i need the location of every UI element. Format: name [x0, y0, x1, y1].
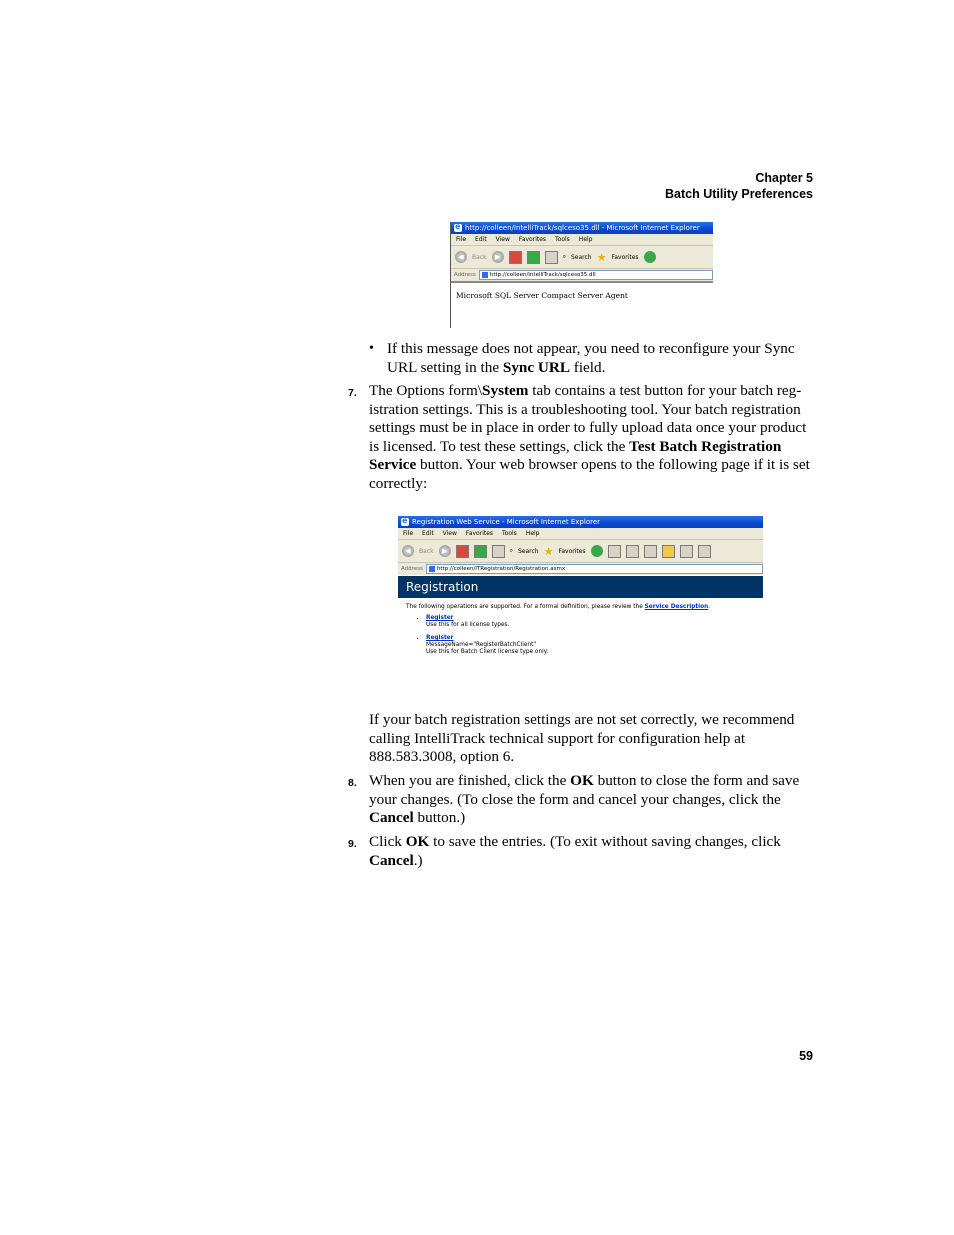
stop-icon[interactable]: [509, 251, 522, 264]
bullet-marker: •: [369, 341, 374, 356]
back-arrow-icon[interactable]: ◀: [455, 251, 467, 263]
favorites-label[interactable]: Favorites: [558, 547, 586, 555]
address-bar: [451, 269, 713, 281]
page-content: [398, 598, 763, 668]
page-content: Microsoft SQL Server Compact Server Agent: [451, 281, 713, 328]
register-batch-description: Use this for Batch Client license type only.: [426, 649, 549, 655]
menu-edit[interactable]: Edit: [475, 236, 487, 243]
messenger-icon[interactable]: [680, 545, 693, 558]
step-9-bold-b: Cancel: [369, 851, 414, 869]
stop-icon[interactable]: [456, 545, 469, 558]
register-batch-message-name: MessageName="RegisterBatchClient": [426, 642, 537, 648]
register-description: Use this for all license types.: [426, 622, 510, 628]
favorites-label[interactable]: Favorites: [611, 253, 639, 261]
search-icon[interactable]: ⌕: [562, 253, 566, 260]
menu-file[interactable]: File: [456, 236, 467, 243]
step-9-text-b: to save the entries. (To exit without saving changes, click: [429, 833, 781, 850]
menu-favorites[interactable]: Favorites: [518, 236, 547, 243]
address-input[interactable]: [426, 564, 763, 574]
menu-bar: [451, 234, 713, 246]
step-8-text-a: When you are finished, click the: [369, 772, 571, 789]
address-label: Address: [454, 272, 476, 278]
address-url: http://colleen/IntelliTrack/sqlceso35.dll: [489, 272, 596, 278]
browser-screenshot-registration: [398, 516, 763, 676]
intro-text: The following operations are supported. For a formal definition, please review the: [406, 604, 645, 610]
refresh-icon[interactable]: [527, 251, 540, 264]
favorites-star-icon[interactable]: ★: [543, 544, 554, 558]
page-banner: Registration: [398, 576, 763, 598]
intro-line: [406, 604, 755, 611]
back-label[interactable]: Back: [419, 547, 434, 555]
ie-icon: [454, 224, 462, 232]
bullet-text-b: field.: [569, 358, 606, 376]
menu-file[interactable]: File: [403, 530, 414, 537]
address-input[interactable]: [479, 270, 713, 280]
step-7-text-a: The Options form\: [369, 382, 483, 399]
register-link[interactable]: • Register: [426, 615, 454, 621]
address-label: Address: [401, 566, 423, 572]
list-item: [426, 635, 755, 656]
menu-help[interactable]: Help: [525, 530, 540, 537]
list-item: [426, 615, 755, 629]
mail-icon[interactable]: [608, 545, 621, 558]
step-8-paragraph: [369, 772, 814, 828]
address-bar: [398, 563, 763, 575]
register-batch-link[interactable]: • Register: [426, 635, 454, 641]
step-7-number: 7.: [348, 387, 357, 399]
support-paragraph: If your batch registration settings are not set correctly, we recommend calling IntelliTrack technical support for configuration help at 888.583.3008, option 6.: [369, 711, 795, 766]
search-label[interactable]: Search: [517, 547, 539, 555]
title-bar: [398, 516, 763, 528]
forward-arrow-icon[interactable]: ▶: [492, 251, 504, 263]
step-7-bold-a: System: [482, 382, 529, 399]
bullet-text-a: If this message does not appear, you need to reconfigure your Sync URL setting in the: [387, 340, 795, 376]
history-icon[interactable]: [644, 251, 656, 263]
section-label: Batch Utility Preferences: [665, 187, 813, 201]
search-icon[interactable]: ⌕: [509, 547, 513, 554]
operations-list: [406, 615, 755, 656]
step-8-text-c: button.): [413, 809, 466, 827]
bullet-paragraph: [387, 340, 814, 377]
step-9-text-c: .): [413, 851, 423, 869]
folder-icon[interactable]: [662, 545, 675, 558]
step-7-text-c: button. Your web browser opens to the following page if it is set correctly:: [369, 456, 810, 492]
menu-help[interactable]: Help: [578, 236, 593, 243]
window-title: Registration Web Service - Microsoft Internet Explorer: [412, 518, 601, 526]
toolbar: [451, 246, 713, 269]
print-icon[interactable]: [626, 545, 639, 558]
menu-tools[interactable]: Tools: [502, 530, 517, 537]
step-8-bold-b: Cancel: [369, 809, 414, 827]
step-7-paragraph: [369, 382, 814, 494]
address-url: http://colleen/ITRegistration/Registration.asmx: [436, 566, 566, 572]
research-icon[interactable]: [698, 545, 711, 558]
chapter-label: Chapter 5: [755, 171, 813, 185]
toolbar: [398, 540, 763, 563]
history-icon[interactable]: [591, 545, 603, 557]
step-9-text-a: Click: [369, 833, 406, 850]
forward-arrow-icon[interactable]: ▶: [439, 545, 451, 557]
menu-tools[interactable]: Tools: [555, 236, 570, 243]
home-icon[interactable]: [545, 251, 558, 264]
ie-icon: [401, 518, 409, 526]
title-bar: [451, 222, 713, 234]
step-8-number: 8.: [348, 777, 357, 789]
page-number: 59: [799, 1049, 813, 1063]
step-9-paragraph: [369, 833, 814, 870]
step-8-text-b: button to close the form and save your changes. (To close the form and cancel your changes, click the: [369, 772, 800, 808]
step-7-bold-b: Test Batch Registration Service: [369, 437, 782, 474]
running-header: [665, 170, 813, 202]
service-description-link[interactable]: Service Description: [644, 604, 709, 610]
step-8-bold-a: OK: [570, 772, 594, 789]
settings-icon[interactable]: [644, 545, 657, 558]
back-label[interactable]: Back: [472, 253, 487, 261]
menu-view[interactable]: View: [442, 530, 457, 537]
favorites-star-icon[interactable]: ★: [596, 250, 607, 264]
back-arrow-icon[interactable]: ◀: [402, 545, 414, 557]
bullet-bold-a: Sync URL: [502, 358, 570, 376]
step-9-bold-a: OK: [405, 833, 430, 850]
menu-bar: [398, 528, 763, 540]
page-icon: [429, 566, 435, 572]
refresh-icon[interactable]: [474, 545, 487, 558]
home-icon[interactable]: [492, 545, 505, 558]
menu-edit[interactable]: Edit: [422, 530, 434, 537]
search-label[interactable]: Search: [570, 253, 592, 261]
step-9-number: 9.: [348, 838, 357, 850]
menu-favorites[interactable]: Favorites: [465, 530, 494, 537]
menu-view[interactable]: View: [495, 236, 510, 243]
browser-screenshot-sync: [450, 222, 713, 328]
step-7-text-b: tab contains a test button for your batch reg-istration settings. This is a troubleshooting tool. Your batch registration settings must be in place in order to fully upload data once your product is licensed. To test these settings, click the: [369, 382, 807, 455]
page-icon: [482, 272, 488, 278]
intro-end: .: [708, 604, 711, 610]
window-title: http://colleen/IntelliTrack/sqlceso35.dll - Microsoft Internet Explorer: [465, 224, 700, 232]
